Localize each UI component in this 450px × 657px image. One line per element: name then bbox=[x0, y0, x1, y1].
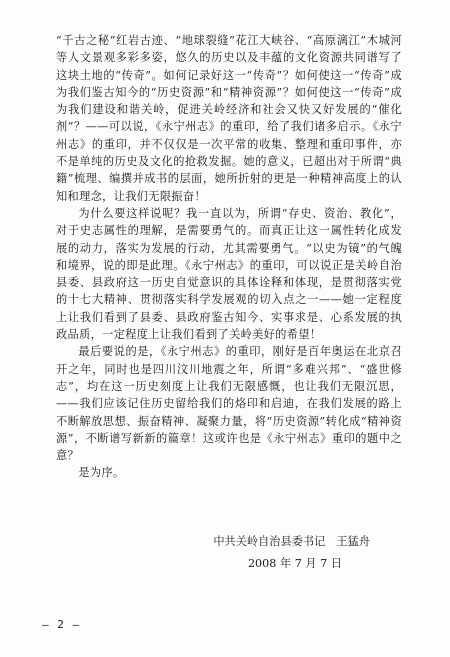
paragraph-4: 是为序。 bbox=[78, 466, 125, 480]
paragraph-3: 最后要说的是，《永宁州志》的重印，刚好是百年奥运在北京召开之年，同时也是四川汶川地震之年，所谓“多难兴邦”、“盛世修志”，均在这一历史刻度上让我们无限感慨，也让我们无限沉思，——我们应该记住历史留给我们的烙印和启迪，在我们发展的路上不断解放思想、振奋精神、凝聚力量，将“历史资源”转化成“精神资源”，不断谱写新新的篇章！这或许也是《永宁州志》重印的题中之意？ bbox=[56, 345, 402, 463]
signature-block bbox=[213, 531, 370, 575]
paragraph-2: 为什么要这样说呢？我一直以为，所谓“存史、资治、教化”，对于史志属性的理解，是需要勇气的。而真正让这一属性转化成发展的动力，落实为发展的行动，尤其需要勇气。“以史为镜”的气魄和境界，说的即是此理。《永宁州志》的重印，可以说正是关岭自治县委、县政府这一历史自觉意识的具体诠释和体现，是贯彻落实党的十七大精神、贯彻落实科学发展观的切入点之一——她一定程度上让我们看到了县委、县政府鉴古知今、实事求是、心系发展的执政品质，一定程度上让我们看到了关岭美好的希望！ bbox=[56, 206, 402, 342]
page-number: — 2 — bbox=[42, 618, 81, 631]
signature-date: 2008 年 7 月 7 日 bbox=[247, 557, 342, 570]
paragraph-1: “千古之秘”红岩古迹、“地球裂缝”花江大峡谷、“高原漓江”木城河等人文景观多彩多姿，悠久的历史以及丰蕴的文化资源共同谱写了这块土地的“传奇”。如何记录好这一“传奇”？如何使这一“传奇”成为我们鉴古知今的“历史资源”和“精神资源”？如何使这一“传奇”成为我们建设和谐关岭，促进关岭经济和社会又快又好发展的“催化剂”？——可以说，《永宁州志》的重印，给了我们诸多启示。《永宁州志》的重印，并不仅仅是一次平常的收集、整理和重印事件，亦不是单纯的历史及文化的抢救发掘。她的意义，已超出对于所谓“典籍”梳理、编撰并成书的层面，她所折射的更是一种精神高度上的认知和理念，让我们无限振奋！ bbox=[56, 34, 402, 203]
author-signature: 中共关岭自治县委书记 王猛舟 bbox=[213, 535, 370, 548]
preface-body bbox=[56, 32, 402, 482]
